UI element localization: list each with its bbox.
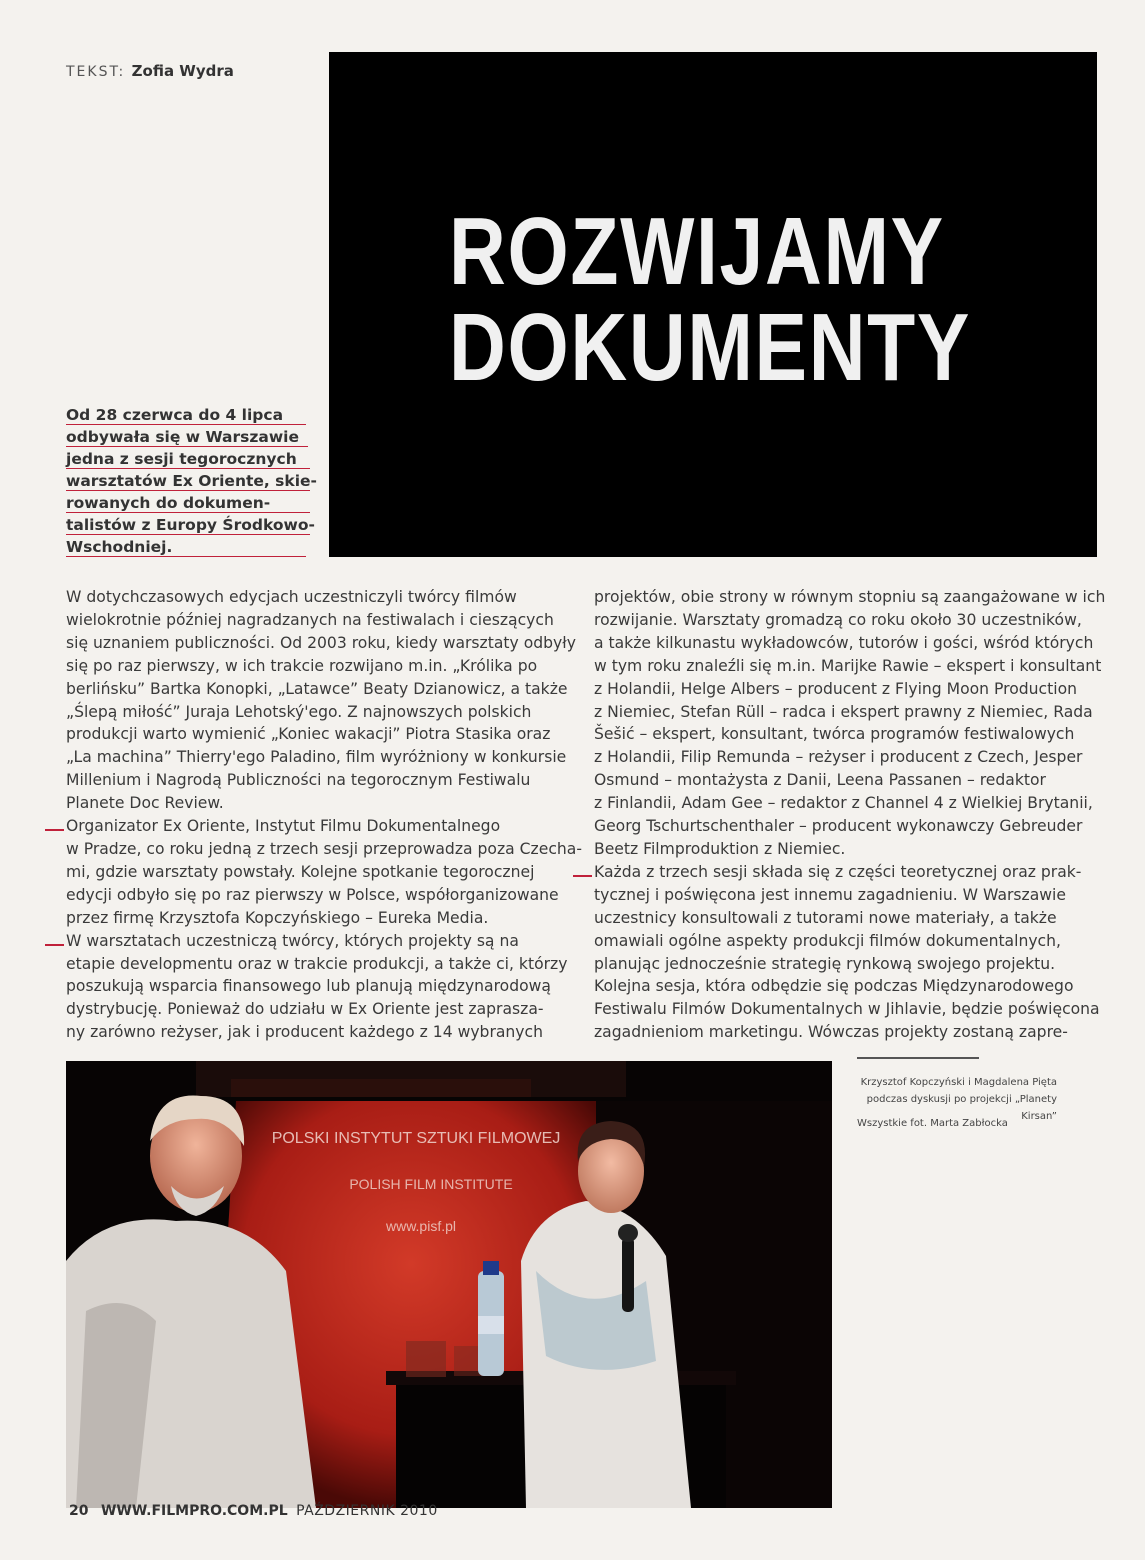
body-line: wielokrotnie później nagradzanych na festiwalach i cieszących xyxy=(66,610,554,629)
body-line: edycji odbyło się po raz pierwszy w Polsce, współorganizowane xyxy=(66,885,559,904)
issue-date: PAŹDZIERNIK 2010 xyxy=(296,1503,438,1519)
body-line: „La machina” Thierry'ego Paladino, film wyróżniony w konkursie xyxy=(66,748,567,767)
byline xyxy=(66,62,234,80)
body-line: omawiali ogólne aspekty produkcji filmów dokumentalnych, xyxy=(594,931,1061,950)
body-line: Festiwalu Filmów Dokumentalnych w Jihlavie, będzie poświęcona xyxy=(594,1000,1100,1019)
body-line: „Ślepą miłość” Juraja Lehotský'ego. Z najnowszych polskich xyxy=(66,702,532,721)
title-block xyxy=(329,52,1097,557)
paragraph-marker xyxy=(573,875,592,877)
article-title-line-2: DOKUMENTY xyxy=(449,294,972,401)
body-line: mi, gdzie warsztaty powstały. Kolejne spotkanie tegorocznej xyxy=(66,862,535,881)
lead-underline xyxy=(66,446,308,447)
body-line: planując jednocześnie strategię rynkową swojego projektu. xyxy=(594,954,1056,973)
body-line: a także kilkunastu wykładowców, tutorów i gości, wśród których xyxy=(594,633,1094,652)
body-line: tycznej i poświęcona jest innemu zagadnieniu. W Warszawie xyxy=(594,885,1066,904)
caption-line: podczas dyskusji po projekcji „Planety Kirsan” xyxy=(866,1094,1057,1122)
lead-line: jedna z sesji tegorocznych xyxy=(66,450,297,468)
body-line xyxy=(66,930,571,953)
lead-underline xyxy=(66,512,310,513)
body-line: rozwijanie. Warsztaty gromadzą co roku około 30 uczestników, xyxy=(594,610,1082,629)
page-number: 20 xyxy=(69,1503,89,1519)
body-line: w Pradze, co roku jedną z trzech sesji przeprowadza poza Czecha- xyxy=(66,839,582,858)
banner-text-1: POLSKI INSTYTUT SZTUKI FILMOWEJ xyxy=(271,1130,561,1147)
body-line: zagadnieniom marketingu. Wówczas projekty zostaną zapre- xyxy=(594,1023,1068,1042)
body-line: z Niemiec, Stefan Rüll – radca i ekspert prawny z Niemiec, Rada xyxy=(594,702,1093,721)
body-line: się uznaniem publiczności. Od 2003 roku, kiedy warsztaty odbyły xyxy=(66,633,576,652)
body-line: z Holandii, Helge Albers – producent z Flying Moon Production xyxy=(594,679,1077,698)
lead-underline xyxy=(66,468,310,469)
caption-rule xyxy=(857,1057,979,1059)
body-line: Georg Tschurtschenthaler – producent wykonawczy Gebreuder xyxy=(594,817,1083,836)
lead-paragraph xyxy=(66,404,317,558)
byline-label: TEKST: xyxy=(66,64,126,80)
site-url: WWW.FILMPRO.COM.PL xyxy=(100,1503,288,1519)
lead-line: talistów z Europy Środkowo- xyxy=(66,516,315,534)
lead-underline xyxy=(66,556,306,557)
lead-underline xyxy=(66,424,306,425)
body-line: dystrybucję. Ponieważ do udziału w Ex Oriente jest zapraszа- xyxy=(66,1000,544,1019)
lead-line: rowanych do dokumen- xyxy=(66,494,271,512)
article-title-line-1: ROZWIJAMY xyxy=(449,198,945,305)
event-photo xyxy=(66,1061,832,1508)
body-line: Šešić – ekspert, konsultant, twórca programów festiwalowych xyxy=(594,725,1075,744)
body-line xyxy=(594,861,1099,884)
body-line: poszukują wsparcia finansowego lub planują międzynarodową xyxy=(66,977,551,996)
body-line: etapie developmentu oraz w trakcie produkcji, a także ci, którzy xyxy=(66,954,568,973)
body-line: Millenium i Nagrodą Publiczności na tegorocznym Festiwalu xyxy=(66,771,531,790)
lead-underline xyxy=(66,490,310,491)
banner-url: www.pisf.pl xyxy=(385,1218,457,1234)
lead-line: Od 28 czerwca do 4 lipca xyxy=(66,406,284,424)
photo-credit: Wszystkie fot. Marta Zabłocka xyxy=(857,1118,1008,1129)
byline-author: Zofia Wydra xyxy=(131,62,234,80)
body-line: Planete Doc Review. xyxy=(66,794,224,813)
body-line: Osmund – montażysta z Danii, Leena Passanen – redaktor xyxy=(594,771,1046,790)
caption-line: Krzysztof Kopczyński i Magdalena Pięta xyxy=(860,1077,1057,1088)
body-line: uczestnicy konsultowali z tutorami nowe materiały, a także xyxy=(594,908,1057,927)
lead-line: warsztatów Ex Oriente, skie- xyxy=(66,472,317,490)
body-line xyxy=(66,815,571,838)
photo-scene xyxy=(66,1061,832,1508)
body-column-right xyxy=(594,586,1106,1044)
body-line: ny zarówno reżyser, jak i producent każdego z 14 wybranych xyxy=(66,1023,543,1042)
body-line: w tym roku znaleźli się m.in. Marijke Rawie – ekspert i konsultant xyxy=(594,656,1102,675)
body-line: produkcji warto wymienić „Koniec wakacji” Piotra Stasika oraz xyxy=(66,725,551,744)
body-line: z Finlandii, Adam Gee – redaktor z Channel 4 z Wielkiej Brytanii, xyxy=(594,794,1093,813)
paragraph-marker xyxy=(45,829,64,831)
body-line: przez firmę Krzysztofa Kopczyńskiego – Eureka Media. xyxy=(66,908,489,927)
body-column-left xyxy=(66,586,582,1044)
body-line: Kolejna sesja, która odbędzie się podczas Międzynarodowego xyxy=(594,977,1074,996)
lead-line: Wschodniej. xyxy=(66,538,173,556)
lead-line: odbywała się w Warszawie xyxy=(66,428,299,446)
lead-underline xyxy=(66,534,310,535)
body-line: Beetz Filmproduktion z Niemiec. xyxy=(594,839,846,858)
water-bottle xyxy=(478,1261,504,1376)
body-line-text: Organizator Ex Oriente, Instytut Filmu Dokumentalnego xyxy=(66,817,501,836)
banner-text-2: POLISH FILM INSTITUTE xyxy=(349,1176,513,1192)
paragraph-marker xyxy=(45,944,64,946)
body-line: projektów, obie strony w równym stopniu są zaangażowane w ich xyxy=(594,588,1106,606)
body-line: się po raz pierwszy, w ich trakcie rozwijano m.in. „Królika po xyxy=(66,656,538,675)
body-line-text: Każda z trzech sesji składa się z części teoretycznej oraz prak- xyxy=(594,862,1082,881)
body-line: W dotychczasowych edycjach uczestniczyli twórcy filmów xyxy=(66,588,517,606)
page-footer xyxy=(69,1503,438,1519)
body-line: berlińsku” Bartka Konopki, „Latawce” Beaty Dzianowicz, a także xyxy=(66,679,568,698)
body-line-text: W warsztatach uczestniczą twórcy, których projekty są na xyxy=(66,931,519,950)
body-line: z Holandii, Filip Remunda – reżyser i producent z Czech, Jesper xyxy=(594,748,1083,767)
